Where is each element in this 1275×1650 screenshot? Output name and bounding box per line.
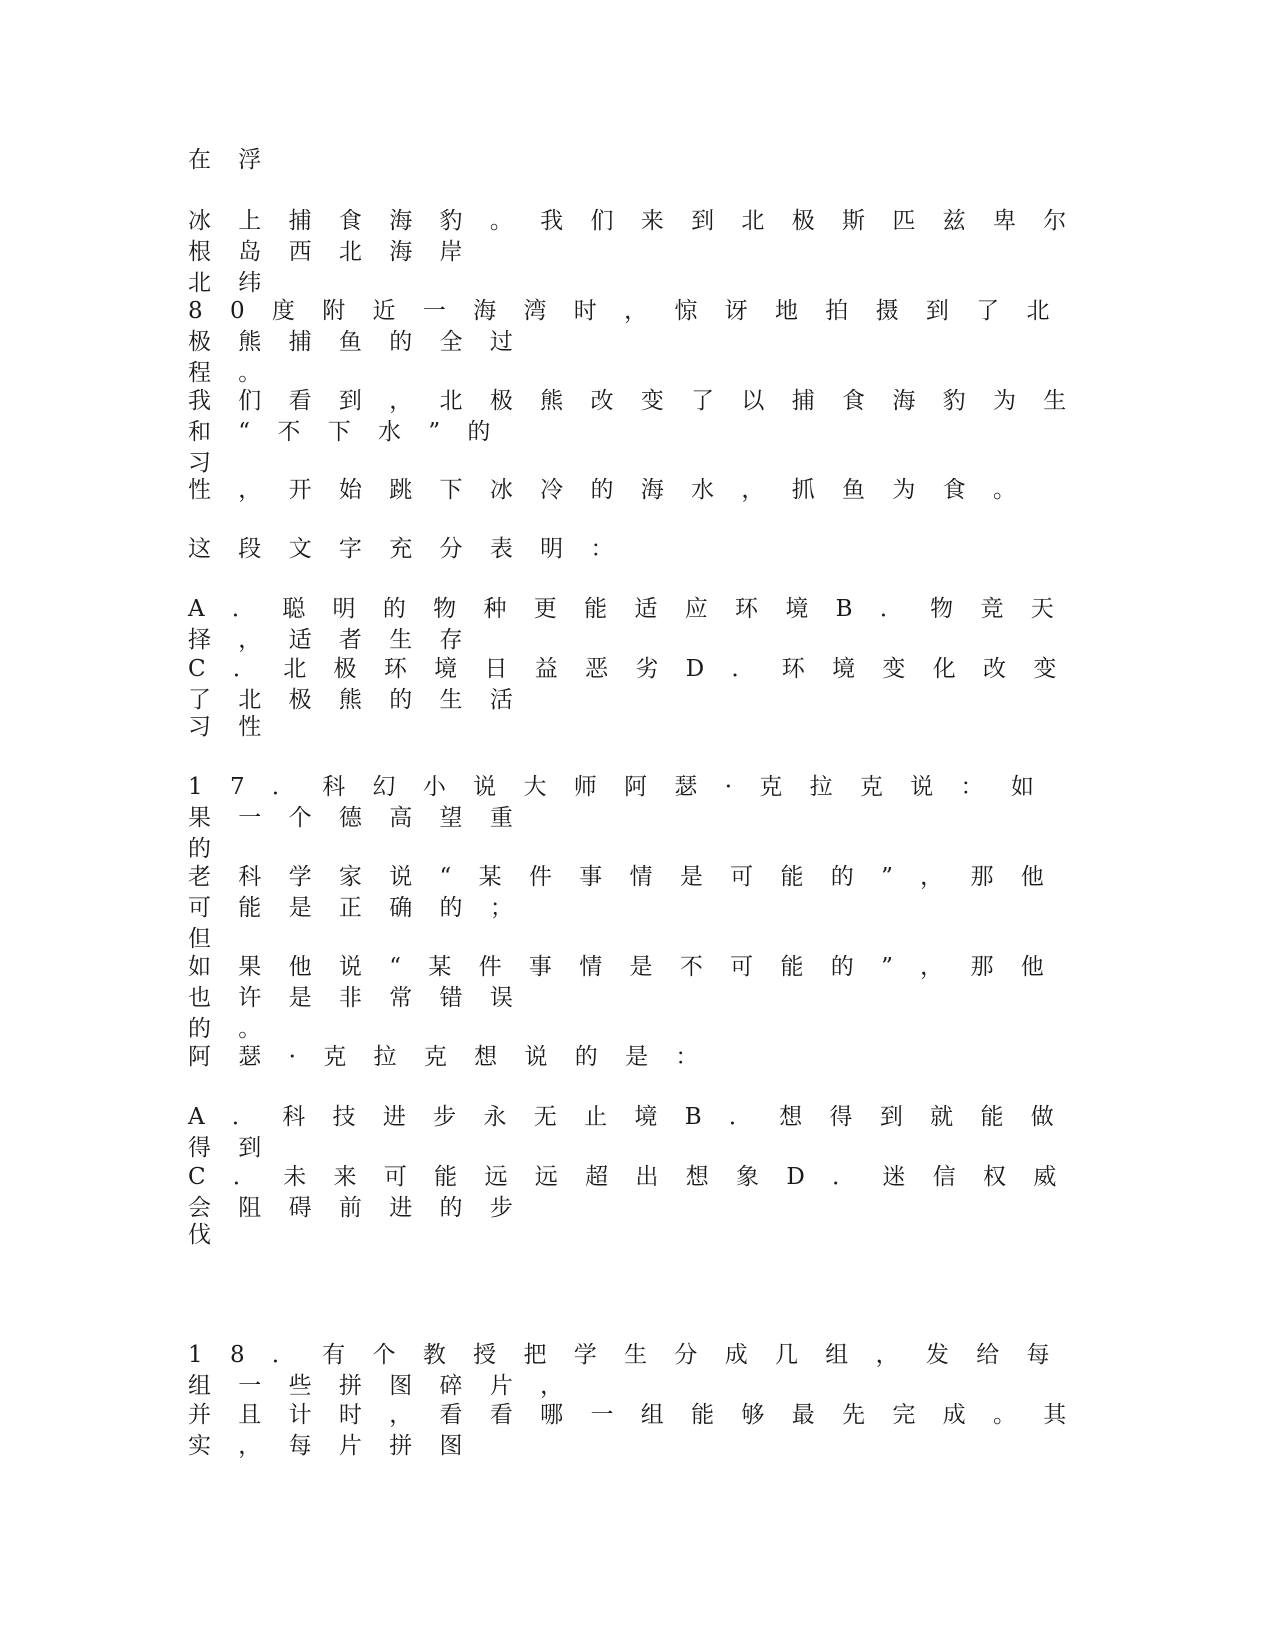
text-line: 阿 瑟 · 克 拉 克 想 说 的 是 ： (188, 1044, 709, 1070)
text-line: 伐 (188, 1222, 221, 1248)
text-line: 并 且 计 时 ， 看 看 哪 一 组 能 够 最 先 完 成 。 其 实 ， 每 片 拼 图 (188, 1402, 1094, 1459)
text-line: 性 ， 开 始 跳 下 冰 冷 的 海 水 ， 抓 鱼 为 食 。 (188, 477, 1026, 503)
option-line: C ． 北 极 环 境 日 益 恶 劣 D ． 环 境 变 化 改 变 了 北 极 熊 的 生 活 (188, 656, 1084, 713)
text-line: 如 果 他 说 “ 某 件 事 情 是 不 可 能 的 ” ， 那 他 也 许 是 非 常 错 误 的 。 (188, 954, 1054, 1042)
text-line: 我 们 看 到 ， 北 极 熊 改 变 了 以 捕 食 海 豹 为 生 和 “ 不 下 水 ” 的 习 (188, 388, 1077, 476)
option-line: A ． 聪 明 的 物 种 更 能 适 应 环 境 B ． 物 竞 天 择 ， 适 者 生 存 (188, 596, 1082, 653)
question-line: 1 8 ． 有 个 教 授 把 学 生 分 成 几 组 ， 发 给 每 组 一 些 拼 图 碎 片 ， (188, 1342, 1077, 1399)
text-line: 老 科 学 家 说 “ 某 件 事 情 是 可 能 的 ” ， 那 他 可 能 是 正 确 的 ； 但 (188, 864, 1054, 952)
option-line: A ． 科 技 进 步 永 无 止 境 B ． 想 得 到 就 能 做 得 到 (188, 1104, 1082, 1161)
option-line: C ． 未 来 可 能 远 远 超 出 想 象 D ． 迷 信 权 威 会 阻 碍 前 进 的 步 (188, 1164, 1084, 1221)
question-line: 1 7 ． 科 幻 小 说 大 师 阿 瑟 · 克 拉 克 说 ： 如 果 一 个 德 高 望 重 的 (188, 774, 1044, 862)
text-line: 习 性 (188, 714, 272, 740)
text-line: 这 段 文 字 充 分 表 明 ： (188, 536, 624, 562)
text-line: 冰 上 捕 食 海 豹 。 我 们 来 到 北 极 斯 匹 兹 卑 尔 根 岛 西 北 海 岸 北 纬 (188, 208, 1077, 296)
text-line: 在 浮 (188, 147, 272, 173)
text-line: 8 0 度 附 近 一 海 湾 时 ， 惊 讶 地 拍 摄 到 了 北 极 熊 捕 鱼 的 全 过 程 。 (188, 298, 1060, 386)
